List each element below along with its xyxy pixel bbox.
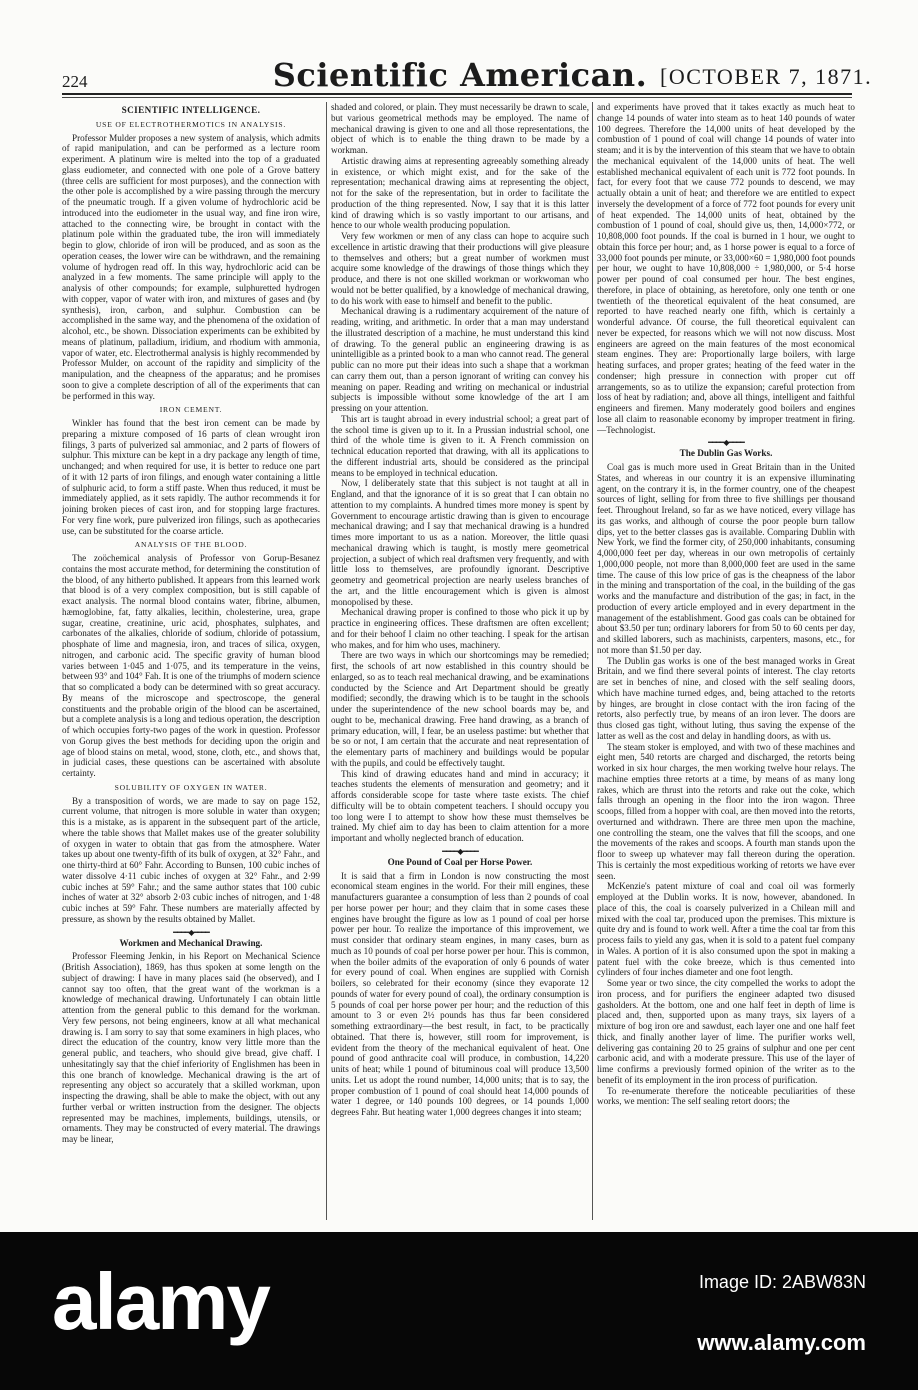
paragraph: Mechanical drawing proper is confined to those who pick it up by practice in engineering offices. These draftsmen are often excellent; and for their behoof I claim no other teaching. I speak for the artisan who makes, and for him who uses, machinery. — [331, 607, 589, 650]
issue-date: [OCTOBER 7, 1871. — [660, 64, 873, 89]
stock-watermark-bar — [0, 1232, 918, 1390]
paragraph: Very few workmen or men of any class can hope to acquire such excellence in artistic drawing that their productions will give pleasure to themselves and others; but a great number of workmen must acquire some knowledge of the drawings of those things which they produce, and there is not one skilled workman or workwoman who would not be better qualified, by a knowledge of mechanical drawing, to do his work with ease to himself and benefit to the public. — [331, 231, 589, 306]
paragraph: To re-enumerate therefore the noticeable peculiarities of these works, we mention: The self sealing retort doors; the — [597, 1085, 855, 1107]
section-heading: SCIENTIFIC INTELLIGENCE. — [121, 105, 261, 115]
subheading: ANALYSIS OF THE BLOOD. — [134, 540, 248, 550]
paragraph: The zoöchemical analysis of Professor von Gorup-Besanez contains the most accurate method, for determining the constitution of the blood, of any hitherto published. It appears from this learned work that blood is of a very complex composition, but is still capable of exact analysis. The normal blood contains water, fibrine, albumen, hæmoglobine, fat, fatty alkalies, lecithin, cholesterine, urea, grape sugar, creatine, creatinine, uric acid, phosphates, sulphates, and carbonates of the alkalies, chloride of sodium, chloride of potassium, phosphate of lime and magnesia, iron, and traces of silica, oxygen, nitrogen, and carbonic acid. The specific gravity of human blood varies between 1·045 and 1·075, and its temperature in the veins, between 93° and 104° Fah. It is one of the triumphs of modern science that so complicated a body can be determined with so great accuracy. By means of the microscope and spectroscope, the general constituents and the probable origin of the blood can be ascertained, but a complete analysis is a long and tedious operation, the description of which occupies forty-two pages of the work in question. Professor von Gorup gives the best methods for deciding upon the origin and age of blood stains on metal, wood, stone, cloth, etc., and shows that, in judicial cases, these questions can be ascertained with absolute certainty. — [62, 553, 320, 778]
subheading: USE OF ELECTROTHERMOTICS IN ANALYSIS. — [95, 119, 287, 129]
stock-url: www.alamy.com — [697, 1330, 866, 1355]
paragraph: Mechanical drawing is a rudimentary acquirement of the nature of reading, writing, and arithmetic. In order that a man may understand the illustrated description of a machine, he must understand this kind of drawing. To the general public an engineering drawing is as unintelligible as a printed book to a man who cannot read. The general public can no more put their ideas into such a shape that a workman can carry them out, than a person ignorant of writing can convey his meaning on paper. Reading and writing on mechanical or industrial subjects is impossible without some knowledge of the art I am pressing on your attention. — [331, 306, 589, 413]
column-3 — [597, 102, 855, 1220]
ornament-divider: ━━━━◆━━━━ — [708, 438, 744, 448]
column-1 — [62, 102, 320, 1220]
header-rule — [62, 93, 852, 95]
header-rule-thin — [62, 97, 852, 98]
stock-logo: alamy — [52, 1257, 269, 1346]
paragraph: Some year or two since, the city compelled the works to adopt the iron process, and for purifiers the engineer adapted two disused gasholders. At the bottom, one and one half feet in depth of lime is placed and, then, supported upon as many trays, six layers of a mixture of bog iron ore and sawdust, each layer one and one half feet thick, and finally another layer of lime. The purifier works well, delivering gas containing 20 to 25 grains of sulphur and one per cent carbonic acid, and with a moderate pressure. This use of the layer of lime confirms a previously formed opinion of the writer as to the benefit of its employment in the iron process of purification. — [597, 978, 855, 1085]
stock-image-id: Image ID: 2ABW83N — [698, 1272, 866, 1292]
subheading: IRON CEMENT. — [159, 405, 223, 415]
subheading: SOLUBILITY OF OXYGEN IN WATER. — [114, 782, 268, 792]
page-number: 224 — [62, 72, 88, 91]
column-rule — [592, 102, 593, 1220]
article-heading: One Pound of Coal per Horse Power. — [387, 856, 533, 867]
ornament-divider: ━━━━◆━━━━ — [442, 846, 478, 856]
paragraph: Now, I deliberately state that this subject is not taught at all in England, and that the ignorance of it is so great that I can obtain no attention to my complaints. A hundred times more money is spent by Government to encourage artistic drawing than is given to encourage mechanical drawing; and I say that mechanical drawing is a hundred times more important to us as a nation. Moreover, the little quasi mechanical drawing which is taught, is mostly mere geometrical projection, a subject of which real draftsmen very frequently, and with little loss to themselves, are profoundly ignorant. Descriptive geometry and geometrical projection are nearly useless branches of the art, and the little encouragement which is given is almost monopolised by these. — [331, 478, 589, 607]
paragraph: Artistic drawing aims at representing agreeably something already in existence, or which might exist, and for the sake of the representation; mechanical drawing aims at representing the object, not for the sake of the representation, but in order to facilitate the production of the thing represented. Now, I say that it is this latter kind of drawing which is so vastly important to our artisans, and hence to our whole wealth producing population. — [331, 155, 589, 231]
paragraph: This art is taught abroad in every industrial school; a great part of the school time is given up to it. In a Prussian industrial school, one third of the whole time is given to it. A French commission on technical education reported that drawing, with all its applications to the different industrial arts, should be considered as the principal means to be employed in technical education. — [331, 413, 589, 478]
paragraph: shaded and colored, or plain. They must necessarily be drawn to scale, but various geometrical methods may be employed. The name of mechanical drawing is given to one and all those representations, the object of which is to enable the thing drawn to be made by a workman. — [331, 102, 589, 155]
paragraph: This kind of drawing educates hand and mind in accuracy; it teaches students the elements of mensuration and geometry; and it affords considerable scope for taste where taste exists. The chief difficulty will be to obtain competent teachers. I should occupy you too long were I to attempt to show how these must themselves be trained. My chief aim to day has been to claim attention for a more important and wholly neglected branch of education. — [331, 768, 589, 843]
paragraph: Coal gas is much more used in Great Britain than in the United States, and whereas in our country it is an expensive illuminating agent, on the contrary it is, in the former country, one of the cheapest sources of light, selling for from three to five shillings per thousand feet. Throughout Ireland, so far as we have noticed, every village has its gas works, and although of course the poor people burn tallow dips, yet to the better classes gas is available. Comparing Dublin with New York, we find the former city, of 250,000 inhabitants, consuming 4,000,000 feet per day, whereas in our own metropolis of certainly 1,000,000 people, not more than 8,000,000 feet are used in the same time. The cause of this low price of gas is the cheapness of the labor in the mining and transportation of the coal, in the building of the gas works and the manufacture and distribution of the gas; in fact, in the production of every article employed and in every department in the management of the establishment. Good gas coals can be obtained for about $3.50 per tun; ordinary laborers for from 50 to 60 cents per day, and skilled laborers, such as machinists, carpenters, masons, etc., for not more than $1.50 per day. — [597, 462, 855, 655]
column-rule — [326, 102, 327, 1220]
paragraph: Winkler has found that the best iron cement can be made by preparing a mixture composed of 16 parts of clean wrought iron filings, 3 parts of pulverized sal ammoniac, and 2 parts of flowers of sulphur. This mixture can be kept in a dry package any length of time, unchanged; and when required for use, it is better to reduce one part of it with 12 parts of iron filings, and enough water containing a little of sulphuric acid, to form a stiff paste. When thus reduced, it must be immediately applied, as it sets rapidly. The author recommends it for joining broken pieces of cast iron, and for stopping large fractures. For very fine work, pure pulverized iron filings, such as apothecaries use, can be substituted for the coarse article. — [62, 418, 320, 536]
paragraph: By a transposition of words, we are made to say on page 152, current volume, that nitrogen is more soluble in water than oxygen; this is a mistake, as is apparent in the subsequent part of the article, where the table shows that Mallet makes use of the greater solubility of oxygen in water to obtain that gas from the atmosphere. Water takes up about one twenty-fifth of its bulk of oxygen, at 32° Fahr., and one thirty-third at 60° Fahr. According to Bunsen, 100 cubic inches of water dissolve 4·11 cubic inches of oxygen at 32° Fahr., and 2·99 cubic inches at 59° Fahr.; and the same author states that 100 cubic inches of water at 32° absorb 2·03 cubic inches of nitrogen, and 1·48 cubic inches at 59° Fahr. These numbers are materially affected by pressure, as shown by the results obtained by Mallet. — [62, 795, 320, 924]
masthead: Scientific American. — [272, 56, 648, 94]
paragraph: The Dublin gas works is one of the best managed works in Great Britain, and we find there several points of interest. The clay retorts are set in benches of nine, and closed with the self sealing doors, which have machine turned edges, and, being attached to the retorts by hinges, are brought in close contact with the iron facing of the retorts, also perfectly true, by means of an iron lever. The doors are thus closed gas tight, without luting, thus saving the expense of the latter as well as the cost and delay in handling doors, as with us. — [597, 655, 855, 741]
paragraph: and experiments have proved that it takes exactly as much heat to change 14 pounds of water into steam as to heat 140 pounds of water 100 degrees. Therefore the 14,000 units of heat developed by the combustion of 1 pound of coal will change 14 pounds of water into steam; and it is by the intervention of this steam that we have to obtain the mechanical equivalent of the 14,000 units of heat. The well established mechanical equivalent of each unit is 772 foot pounds. In fact, for every foot that we cause 772 pounds to descend, we may actually obtain a unit of heat; and therefore we are entitled to expect inversely the development of a force of 772 foot pounds for every unit of heat expended. The 14,000 units of heat, obtained by the combustion of 1 pound of coal, should give us, then, 14,000×772, or 10,808,000 foot pounds. If the coal is burned in 1 hour, we ought to obtain this force per hour; and, as 1 horse power is equal to a force of 33,000 foot pounds per minute, or 33,000×60 = 1,980,000 foot pounds per hour, we ought to have 10,808,000 ÷ 1,980,000, or 5·4 horse power per pound of coal consumed per hour. The best engines, therefore, in place of obtaining, as heretofore, only one tenth or one twentieth of the theoretical equivalent of the heat consumed, are reported to have reached nearly one fifth, which is certainly a wonderful advance. Of course, the full theoretical equivalent can never be expected, for reasons which we will not now discuss. Most engineers are agreed on the main features of the most economical steam engines. They are: Proportionally large boilers, with large heating surfaces, and proper grates; heating of the feed water in the condenser; high pressure in connection with proper cut off arrangements, so as to utilize the expansion; careful protection from loss of heat by radiation; and, above all things, intelligent and faithful engineers and firemen. Many moderately good boilers and engines lose all claim to reasonable economy by improper treatment in firing.—Technologist. — [597, 102, 855, 435]
article-heading: Workmen and Mechanical Drawing. — [119, 937, 263, 948]
paragraph: The steam stoker is employed, and with two of these machines and eight men, 540 retorts are charged and discharged, the retorts being worked in six hour charges, the men working twelve hour relays. The machine empties three retorts at a time, by means of as many long rakes, which are thrust into the retorts and rake out the coke, which falls through an opening in the floor into the iron wagon. Three scoops, filled from a hopper with coal, are then moved into the retorts, overturned and withdrawn. There are three men upon the machine, one controlling the steam, one the valves that fill the scoops, and one the movements of the rakes and scoops. A fourth man stands upon the floor to sweep up whatever may fall thereon during the operation. This is certainly the most expeditious working of retorts we have ever seen. — [597, 741, 855, 881]
article-heading: The Dublin Gas Works. — [679, 448, 773, 459]
ornament-divider: ━━━━◆━━━━ — [173, 927, 209, 937]
paragraph: It is said that a firm in London is now constructing the most economical steam engines in the world. For their mill engines, these manufacturers guarantee a consumption of less than 2 pounds of coal per horse power per hour; and they claim that in some cases these engines have brought the figure as low as 1 pound of coal per horse power per hour. To realize the importance of this improvement, we must consider that ordinary steam engines, in many cases, burn as much as 10 pounds of coal per horse power per hour. This is common, when the boiler admits of the evaporation of only 6 pounds of water for every pound of coal. When engines are supplied with Cornish boilers, so celebrated for their economy (since they evaporate 12 pounds of water for every pound of coal), the ordinary consumption is 5 pounds of coal per horse power per hour; and the reduction of this amount to 3 or even 2½ pounds has thus far been considered something extraordinary—the best result, in fact, to be practically obtained. That there is, however, still room for improvement, is evident from the theory of the mechanical equivalent of heat. One pound of good anthracite coal will produce, in combustion, 14,220 units of heat; while 1 pound of bituminous coal will produce 13,500 units. Let us adopt the round number, 14,000 units; that is to say, the proper combustion of 1 pound of coal should heat 14,000 pounds of water 1 degree, or 140 pounds 100 degrees, or 14 pounds 1,000 degrees Fahr. But heating water 1,000 degrees changes it into steam; — [331, 870, 589, 1117]
paragraph: There are two ways in which our shortcomings may be remedied; first, the schools of art now established in this country should be enlarged, so as to teach real mechanical drawing, and be examinations conducted by the Science and Art Department should be greatly modified; secondly, the drawing which is to be taught in the schools under the superintendence of the new school boards may be, and ought to be, mechanical drawing. Free hand drawing, as a branch of primary education, will, I fear, be an useless pastime: but whether that be so or not, I am certain that the accurate and neat representation of the elementary parts of machinery and buildings would be popular with the pupils, and could be effectively taught. — [331, 650, 589, 768]
paragraph: McKenzie's patent mixture of coal and coal oil was formerly employed at the Dublin works. It is now, however, abandoned. In place of this, the coal is coarsely pulverized in a Chilean mill and mixed with the coal tar, produced upon the premises. This mixture is quite dry and is found to work well. After a time the coal tar from this process fails to yield any gas, when it is sold to a patent fuel company in Wales. A portion of it is also consumed upon the spot in making a patent fuel with the coke breeze, which is thus cemented into cylinders of four inches diameter and one foot length. — [597, 881, 855, 978]
paragraph: Professor Mulder proposes a new system of analysis, which admits of rapid manipulation, and can be performed as a lecture room experiment. A platinum wire is melted into the top of a graduated glass eudiometer, and connected with one pole of a Grove battery (three cells are sufficient for most purposes), and the connection with the other pole is accomplished by a wire passing through the mercury of the pneumatic trough. If a given volume of hydrochloric acid be introduced into the eudiometer in the usual way, and fine iron wire, attached to the connecting wire, be brought in contact with the platinum pole within the graduated tube, the iron will immediately begin to glow, chloride of iron will be produced, and as soon as the operation ceases, the lower wire can be withdrawn, and the remaining volume of hydrogen read off. In this way, hydrochloric acid can be analyzed in a few moments. The same principle will apply to the analysis of other compounds; for example, sulphuretted hydrogen with copper, vapor of water with iron, and mixtures of gases and (by synthesis), iron, carbon, and sulphur. Combustion can be accomplished in the same way, and the phenomena of the oxidation of alcohol, etc., be shown. Dissociation experiments can be exhibited by means of platinum, palladium, iridium, and rhodium with ammonia, vapor of water, etc. Electrothermal analysis is highly recommended by Professor Mulder, on account of the rapidity and simplicity of the manipulation, and the cheapness of the apparatus; and he promises soon to give a complete description of all of the experiments that can be performed in this way. — [62, 132, 320, 401]
column-2 — [331, 102, 589, 1220]
paragraph: Professor Fleeming Jenkin, in his Report on Mechanical Science (British Association), 1869, has thus spoken at some length on the subject of drawing: I have in many places said (he observed), and I cannot say too often, that the great want of the workman is a knowledge of mechanical drawing. Unfortunately I can obtain little attention from the general public to this demand for the workman. Very few persons, not being engineers, know at all what mechanical drawing is. I am sorry to say that some examiners in high places, who direct the education of the country, know very little more than the general public, and teachers, who should give bread, give chaff. I unhesitatingly say that the chief inferiority of Englishmen has been in this one branch of knowledge. Mechanical drawing is the art of representing any object so accurately that a skilled workman, upon inspecting the drawing, shall be able to make the object, with out any further verbal or written instruction from the designer. The objects represented may be machines, implements, buildings, utensils, or ornaments. They may be constructed of every material. The drawings may be linear, — [62, 951, 320, 1144]
